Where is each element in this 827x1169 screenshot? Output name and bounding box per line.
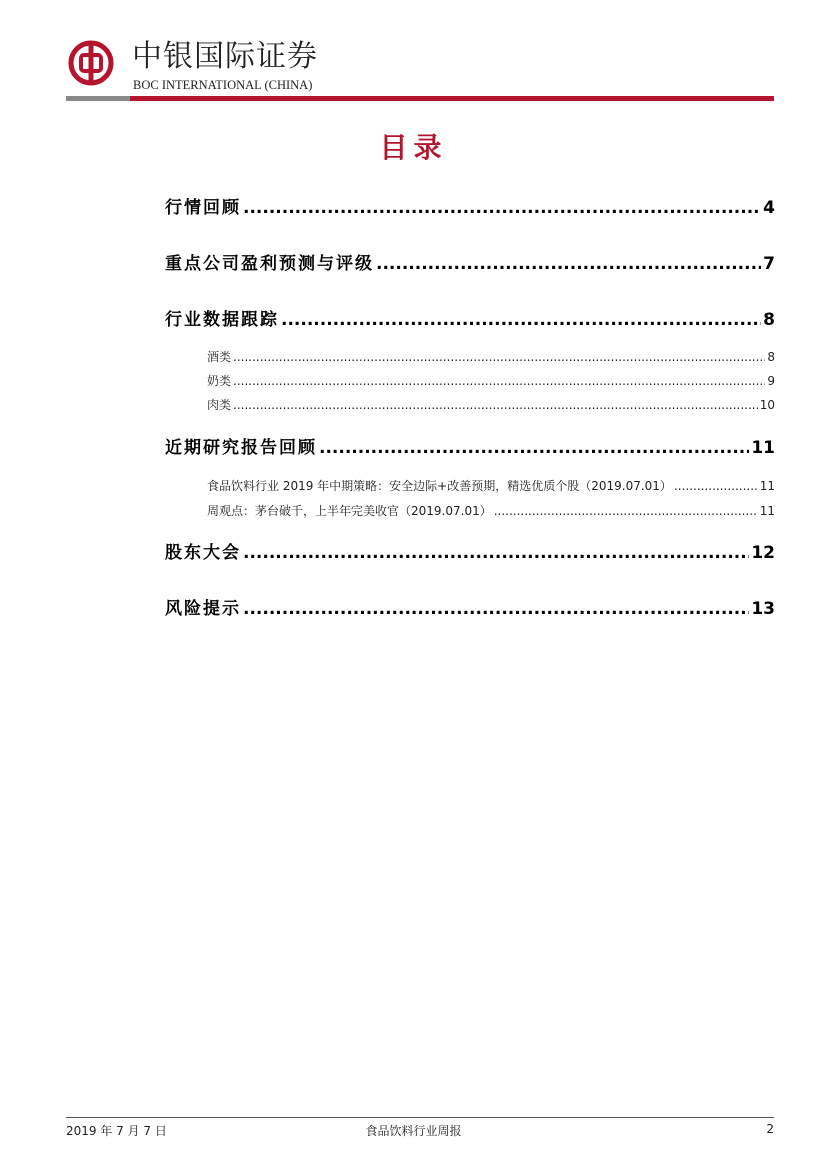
toc-leader-dots (243, 541, 749, 565)
toc-leader-dots (233, 348, 765, 366)
toc-entry-page: 8 (763, 310, 775, 330)
toc-leader-dots (376, 252, 761, 276)
toc-leader-dots (243, 196, 761, 220)
toc-entry-page: 10 (759, 398, 775, 412)
toc-subentry[interactable] (207, 396, 775, 414)
toc-entry-label: 肉类 (207, 398, 232, 412)
toc-leader-dots (674, 477, 758, 495)
header-rule-gray (66, 96, 130, 101)
toc-entry-page: 13 (751, 599, 775, 619)
toc-entry-label: 近期研究报告回顾 (165, 438, 317, 458)
footer-page-number: 2 (766, 1122, 774, 1136)
toc-entry-label: 行业数据跟踪 (165, 310, 279, 330)
toc-entry-label: 股东大会 (165, 543, 241, 563)
toc-subentry[interactable] (207, 477, 775, 495)
toc-entry-label: 酒类 (207, 350, 232, 364)
toc-leader-dots (233, 372, 765, 390)
header-rule-red (130, 96, 774, 101)
footer-rule (66, 1117, 774, 1118)
toc-subentry[interactable] (207, 502, 775, 520)
toc-entry-page: 7 (763, 254, 775, 274)
toc-entry[interactable] (165, 196, 775, 220)
toc-entry-page: 11 (759, 504, 775, 518)
toc-leader-dots (494, 502, 758, 520)
brand-name-en: BOC INTERNATIONAL (CHINA) (133, 78, 313, 92)
toc-entry-page: 9 (767, 374, 775, 388)
footer-report-title: 食品饮料行业周报 (365, 1124, 462, 1138)
toc-entry[interactable] (165, 308, 775, 332)
toc-entry-label: 奶类 (207, 374, 232, 388)
toc-entry-label: 行情回顾 (165, 198, 241, 218)
footer-date: 2019 年 7 月 7 日 (66, 1124, 167, 1138)
brand-name-cn: 中银国际证券 (132, 39, 318, 74)
toc-subentry[interactable] (207, 348, 775, 366)
toc-subentry[interactable] (207, 372, 775, 390)
toc-leader-dots (319, 436, 749, 460)
toc-leader-dots (233, 396, 758, 414)
toc-entry-label: 周观点：茅台破千，上半年完美收官（2019.07.01） (207, 504, 492, 518)
toc-entry[interactable] (165, 541, 775, 565)
toc-leader-dots (243, 597, 749, 621)
toc-entry[interactable] (165, 436, 775, 460)
toc-entry-label: 重点公司盈利预测与评级 (165, 254, 374, 274)
toc-entry-page: 8 (767, 350, 775, 364)
toc-entry-page: 11 (759, 479, 775, 493)
toc-leader-dots (281, 308, 761, 332)
toc-entry-page: 12 (751, 543, 775, 563)
toc-entry-label: 食品饮料行业 2019 年中期策略：安全边际+改善预期，精选优质个股（2019.07.01） (207, 479, 672, 493)
toc-entry-label: 风险提示 (165, 599, 241, 619)
boc-logo-icon (68, 40, 114, 86)
toc-title: 目录 (379, 131, 448, 164)
toc-entry-page: 4 (763, 198, 775, 218)
toc-entry-page: 11 (751, 438, 775, 458)
toc-entry[interactable] (165, 252, 775, 276)
toc-entry[interactable] (165, 597, 775, 621)
